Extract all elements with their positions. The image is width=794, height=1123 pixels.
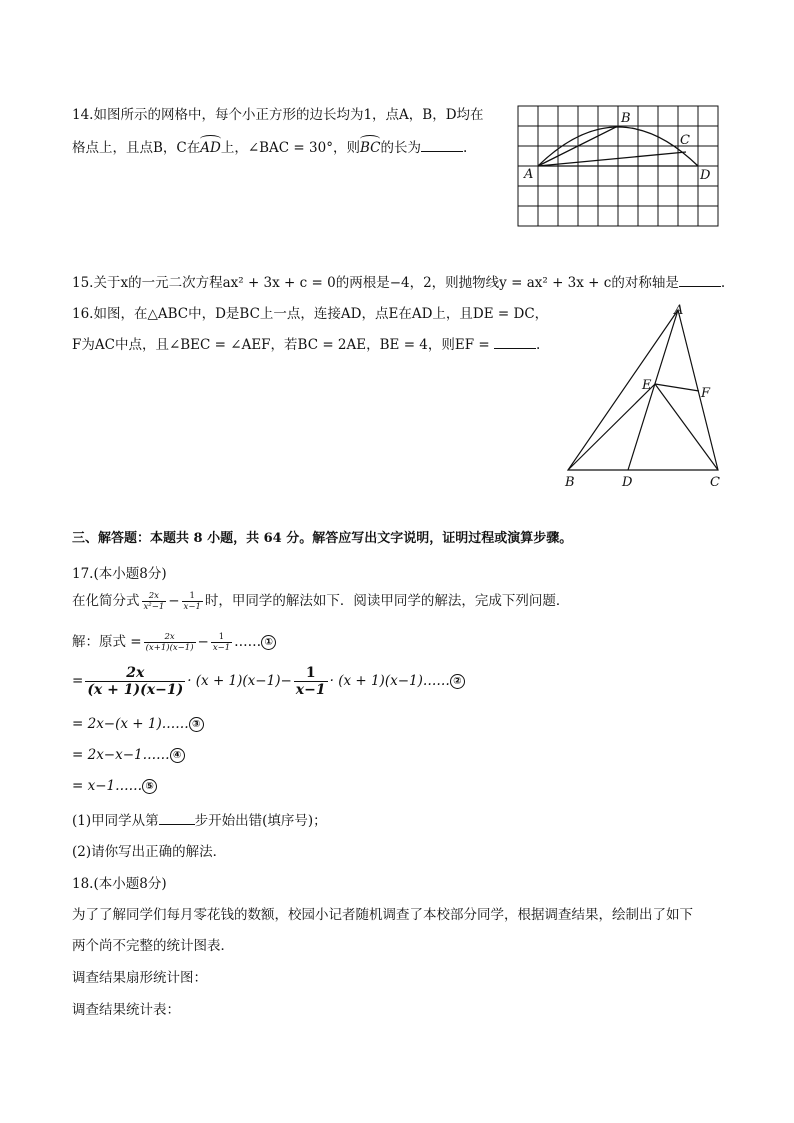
q17-step-1 [72,630,276,660]
q14-line1: 14.如图所示的网格中，每个小正方形的边长均为1，点A，B，D均在 [72,107,484,123]
label-e: E [642,378,652,393]
label-d: D [700,168,711,183]
label-c: C [680,133,690,148]
q17-step-5 [72,778,157,794]
step2-fraction-2: $\frac{1}{x-1}$ [295,665,326,698]
q17-step-2 [72,666,465,708]
label-d: D [622,475,633,490]
q17-step-3 [72,716,204,732]
q16-triangle-figure [560,300,730,495]
q17-title: 17.(本小题8分) [72,566,167,582]
q17-intro-b: 时，甲同学的解法如下．阅读甲同学的解法，完成下列问题． [204,593,570,609]
q16-end: . [536,337,541,353]
q15-answer-blank[interactable] [679,274,721,287]
step-marker-2: ② [450,674,465,689]
q17-step-4 [72,747,185,763]
q17-intro-a: 在化简分式 [72,593,140,609]
step2-fraction-1: $\frac{2x}{(x + 1)(x-1)}$ [87,665,184,698]
arc-bc-notation: BC [360,140,381,156]
minus-sign: − [197,634,209,650]
q17-fraction-2: $\frac{1}{x-1}$ [183,590,201,612]
arc-ad-notation: AD [200,140,221,156]
q16-text: F为AC中点，且∠BEC = ∠AEF，若BC = 2AE，BE = 4，则EF = [72,337,494,353]
q14-line2 [72,136,467,156]
q18-line2: 两个尚不完整的统计图表． [72,938,234,954]
step5-text: = x−1…… [72,778,143,794]
part1-b: 步开始出错(填序号)； [194,813,327,829]
q15-text: 15.关于x的一元二次方程ax² + 3x + c = 0的两根是−4，2，则抛物线y = ax² + 3x + c的对称轴是 [72,275,679,291]
step-marker-3: ③ [189,717,204,732]
step2-middle: · (x + 1)(x−1)− [187,673,292,689]
step1-fraction-2: $\frac{1}{x-1}$ [212,631,231,653]
q18-line3: 调查结果扇形统计图： [72,970,207,986]
step2-tail: · (x + 1)(x−1)…… [329,673,450,689]
q15-line [72,271,725,291]
q17-fraction-1: $\frac{2x}{\text{x²−1}}$ [143,590,165,612]
section-heading: 三、解答题：本题共 8 小题，共 64 分。解答应写出文字说明，证明过程或演算步骤。 [72,531,573,546]
segment-ef [655,384,699,391]
q14-text-b: 上，∠BAC = 30°，则 [220,140,360,156]
label-c: C [710,475,720,490]
solution-label: 解：原式 = [72,634,142,650]
q14-text-c: 的长为 [380,140,421,156]
q17-answer-blank[interactable] [159,812,195,825]
minus-sign: − [168,593,180,609]
q18-line1: 为了了解同学们每月零花钱的数额，校园小记者随机调查了本校部分同学，根据调查结果，绘制出了如下 [72,907,693,923]
q14-end: . [462,140,468,156]
step-marker-4: ④ [170,748,185,763]
label-a: A [674,303,684,318]
label-b: B [565,475,575,490]
q14-answer-blank[interactable] [421,139,463,152]
q18-line4: 调查结果统计表： [72,1002,180,1018]
q14-text-a: 格点上，且点B，C在 [72,140,201,156]
step3-text: = 2x−(x + 1)…… [72,716,189,732]
equals-sign: = [72,673,84,689]
q15-end: . [720,275,726,291]
q16-line1: 16.如图，在△ABC中，D是BC上一点，连接AD，点E在AD上，且DE = DC， [72,306,549,322]
label-f: F [701,386,711,401]
q16-answer-blank[interactable] [494,336,536,349]
label-b: B [621,111,631,126]
step4-text: = 2x−x−1…… [72,747,170,763]
q14-grid-figure [510,100,730,230]
part1-a: (1)甲同学从第 [72,813,159,829]
segment-ac [538,152,686,166]
step-marker-1: ① [261,635,276,650]
label-a: A [524,167,534,182]
segment-ad [628,310,678,470]
q17-intro [72,589,569,619]
q17-part-1 [72,809,327,829]
dots: …… [234,634,262,650]
step-marker-5: ⑤ [142,779,157,794]
q17-part-2: (2)请你写出正确的解法． [72,844,227,860]
step1-fraction-1: $\frac{2x}{(x+1)(x-1)}$ [145,631,194,653]
q18-title: 18.(本小题8分) [72,876,167,892]
q16-line2 [72,333,540,353]
